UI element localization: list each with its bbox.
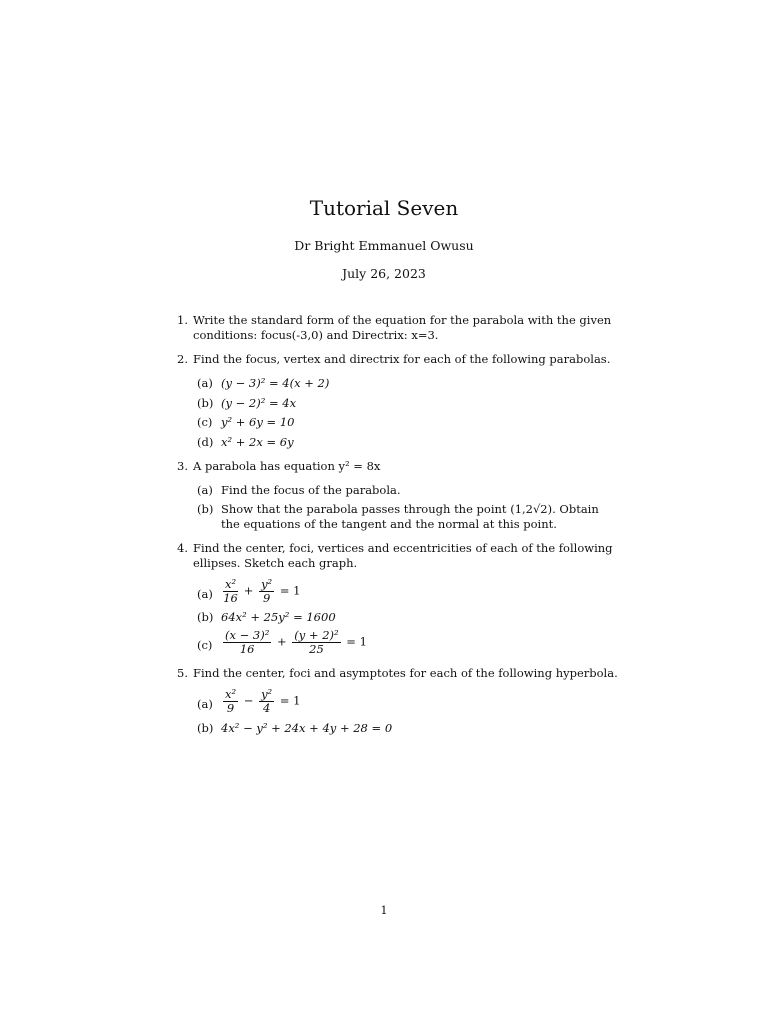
denominator: 25 bbox=[309, 642, 324, 656]
equation: (y − 3)² = 4(x + 2) bbox=[221, 376, 330, 390]
question-number: 4. bbox=[177, 541, 188, 555]
question-text: Find the center, foci and asymptotes for each of the following hyperbola. bbox=[193, 666, 618, 680]
item-label: (a) bbox=[197, 376, 213, 390]
document-title: Tutorial Seven bbox=[309, 196, 459, 220]
item-label: (b) bbox=[197, 610, 214, 624]
equation: 64x² + 25y² = 1600 bbox=[221, 610, 336, 624]
item-text: Find the focus of the parabola. bbox=[221, 483, 401, 497]
question-text-line: Write the standard form of the equation for the parabola with the given bbox=[193, 313, 612, 327]
question-text: Find the focus, vertex and directrix for each of the following parabolas. bbox=[193, 352, 611, 366]
operator: + bbox=[243, 583, 254, 598]
rhs: = 1 bbox=[346, 634, 367, 649]
question-text-line: Find the center, foci, vertices and eccentricities of each of the following bbox=[193, 541, 613, 555]
fraction-equation bbox=[221, 629, 367, 656]
equation: 4x² − y² + 24x + 4y + 28 = 0 bbox=[221, 721, 393, 735]
denominator: 16 bbox=[239, 642, 255, 656]
item-text-line: the equations of the tangent and the normal at this point. bbox=[221, 517, 557, 531]
item-label: (a) bbox=[197, 483, 213, 497]
operator: − bbox=[243, 693, 254, 708]
item-label: (b) bbox=[197, 502, 214, 516]
question-text-line: ellipses. Sketch each graph. bbox=[193, 556, 358, 570]
denominator: 9 bbox=[226, 701, 235, 715]
question-number: 2. bbox=[177, 352, 188, 366]
page-number: 1 bbox=[380, 904, 388, 917]
numerator: (y + 2)² bbox=[294, 628, 339, 642]
equation: y² + 6y = 10 bbox=[221, 415, 295, 429]
item-label: (a) bbox=[197, 697, 213, 711]
item-text-line: Show that the parabola passes through the point (1,2√2). Obtain bbox=[221, 502, 599, 516]
numerator: y² bbox=[261, 577, 273, 591]
equation: x² + 2x = 6y bbox=[221, 435, 294, 449]
fraction bbox=[259, 578, 274, 605]
author: Dr Bright Emmanuel Owusu bbox=[294, 238, 474, 253]
fraction bbox=[292, 629, 340, 656]
rhs: = 1 bbox=[279, 693, 301, 708]
question-number: 5. bbox=[177, 666, 188, 680]
fraction bbox=[223, 629, 271, 656]
question-number: 1. bbox=[177, 313, 188, 327]
numerator: x² bbox=[225, 687, 237, 701]
denominator: 9 bbox=[262, 591, 271, 605]
item-label: (c) bbox=[197, 415, 213, 429]
equation: (y − 2)² = 4x bbox=[221, 396, 297, 410]
question-number: 3. bbox=[177, 459, 188, 473]
date: July 26, 2023 bbox=[342, 266, 426, 281]
fraction-equation bbox=[221, 578, 300, 605]
operator: + bbox=[277, 634, 287, 649]
item-label: (b) bbox=[197, 396, 214, 410]
item-label: (c) bbox=[197, 638, 213, 652]
numerator: y² bbox=[261, 687, 273, 701]
item-label: (b) bbox=[197, 721, 214, 735]
denominator: 16 bbox=[223, 591, 238, 605]
rhs: = 1 bbox=[279, 583, 301, 598]
item-label: (d) bbox=[197, 435, 214, 449]
question-text-line: conditions: focus(-3,0) and Directrix: x=3. bbox=[193, 328, 439, 342]
fraction bbox=[223, 578, 238, 605]
fraction bbox=[259, 688, 274, 715]
numerator: x² bbox=[225, 577, 237, 591]
denominator: 4 bbox=[262, 701, 271, 715]
item-label: (a) bbox=[197, 587, 213, 601]
numerator: (x − 3)² bbox=[225, 628, 270, 642]
question-text: A parabola has equation y² = 8x bbox=[193, 459, 381, 473]
fraction-equation bbox=[221, 688, 300, 715]
fraction bbox=[223, 688, 238, 715]
